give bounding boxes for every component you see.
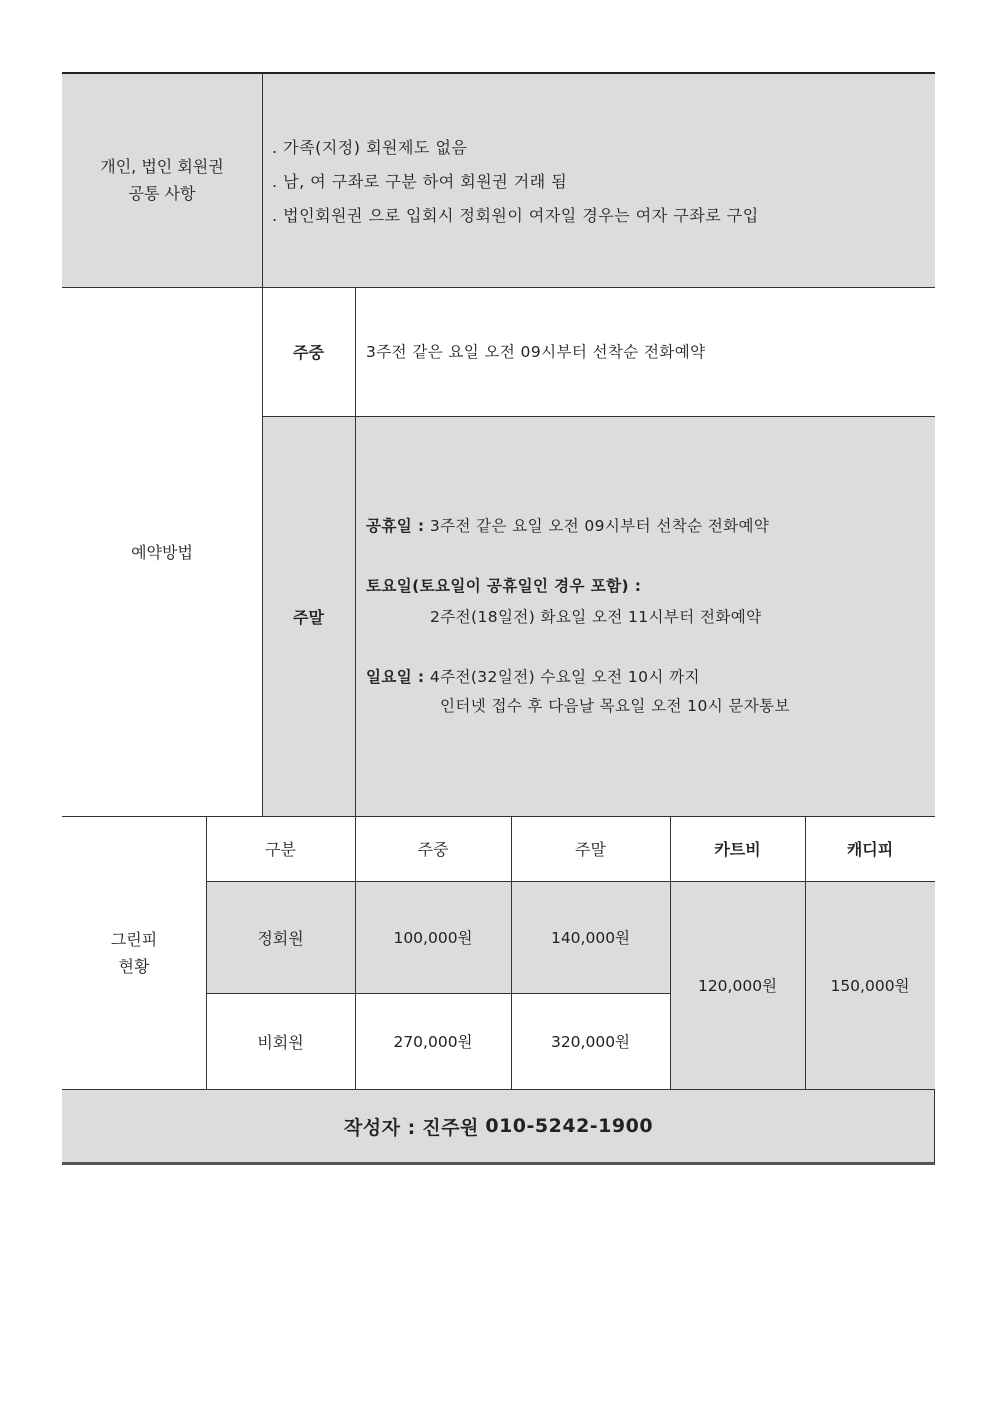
author-label: 작성자 : <box>343 1116 416 1139</box>
table-bottom-border <box>62 1162 935 1165</box>
greenfee-label-line2: 현황 <box>118 956 150 976</box>
weekday-label: 주중 <box>293 343 324 362</box>
vline-greenfee-label <box>206 816 207 1089</box>
vline-type <box>355 816 356 1089</box>
common-item-2: . 남, 여 구좌로 구분 하여 회원권 거래 됨 <box>272 172 568 191</box>
weekend-label: 주말 <box>293 607 324 627</box>
row-member-type: 정회원 <box>206 881 355 993</box>
author-phone: 010-5242-1900 <box>485 1115 654 1137</box>
common-label-line1: 개인, 법인 회원권 <box>100 157 224 176</box>
vline-cart <box>805 816 806 1089</box>
header-caddie: 캐디피 <box>846 840 894 859</box>
common-item-1: . 가족(지정) 회원제도 없음 <box>272 138 468 157</box>
divider-common-bottom <box>62 287 935 288</box>
cart-fee: 120,000원 <box>670 881 805 1089</box>
vline-common <box>262 73 263 816</box>
greenfee-label <box>62 816 206 1089</box>
saturday-text: 2주전(18일전) 화요일 오전 11시부터 전화예약 <box>430 608 762 626</box>
divider-member-bottom <box>206 993 670 994</box>
row-nonmember-weekday: 270,000원 <box>393 1033 473 1051</box>
common-label <box>62 73 262 287</box>
holiday-text: 3주전 같은 요일 오전 09시부터 선착순 전화예약 <box>429 517 770 535</box>
footer <box>62 1089 935 1163</box>
saturday-title: 토요일(토요일이 공휴일인 경우 포함) : <box>366 577 642 595</box>
row-member-weekend: 140,000원 <box>511 881 670 993</box>
vline-footer-right <box>934 1089 935 1163</box>
row-nonmember-weekend: 320,000원 <box>550 1033 631 1051</box>
holiday-line <box>366 514 769 536</box>
weekday-text: 3주전 같은 요일 오전 09시부터 선착순 전화예약 <box>366 343 706 361</box>
header-weekday: 주중 <box>417 840 449 859</box>
vline-weekday <box>511 816 512 1089</box>
header-weekend: 주말 <box>575 840 606 859</box>
divider-weekday-bottom <box>262 416 935 417</box>
header-cart: 카트비 <box>714 840 761 859</box>
vline-weekend <box>670 816 671 1089</box>
common-label-line2: 공통 사항 <box>128 184 196 203</box>
caddie-fee: 150,000원 <box>805 881 935 1089</box>
reservation-label: 예약방법 <box>131 543 193 562</box>
holiday-title: 공휴일 : <box>366 517 425 535</box>
divider-header-bottom <box>206 881 935 882</box>
row-member-weekday: 100,000원 <box>355 881 511 993</box>
table-top-border <box>62 72 935 74</box>
vline-reservation-inner <box>355 287 356 816</box>
author-name: 진주원 <box>422 1116 479 1139</box>
greenfee-label-line1: 그린피 <box>110 929 158 949</box>
sunday-title: 일요일 : <box>366 668 425 686</box>
header-type: 구분 <box>265 840 296 859</box>
sunday-line <box>366 665 700 687</box>
sunday-text1: 4주전(32일전) 수요일 오전 10시 까지 <box>429 668 700 686</box>
row-nonmember-type: 비회원 <box>257 1032 304 1052</box>
common-item-3: . 법인회원권 으로 입회시 정회원이 여자일 경우는 여자 구좌로 구입 <box>272 206 759 225</box>
divider-greenfee-bottom <box>62 1089 935 1090</box>
sunday-text2: 인터넷 접수 후 다음날 목요일 오전 10시 문자통보 <box>440 697 790 715</box>
